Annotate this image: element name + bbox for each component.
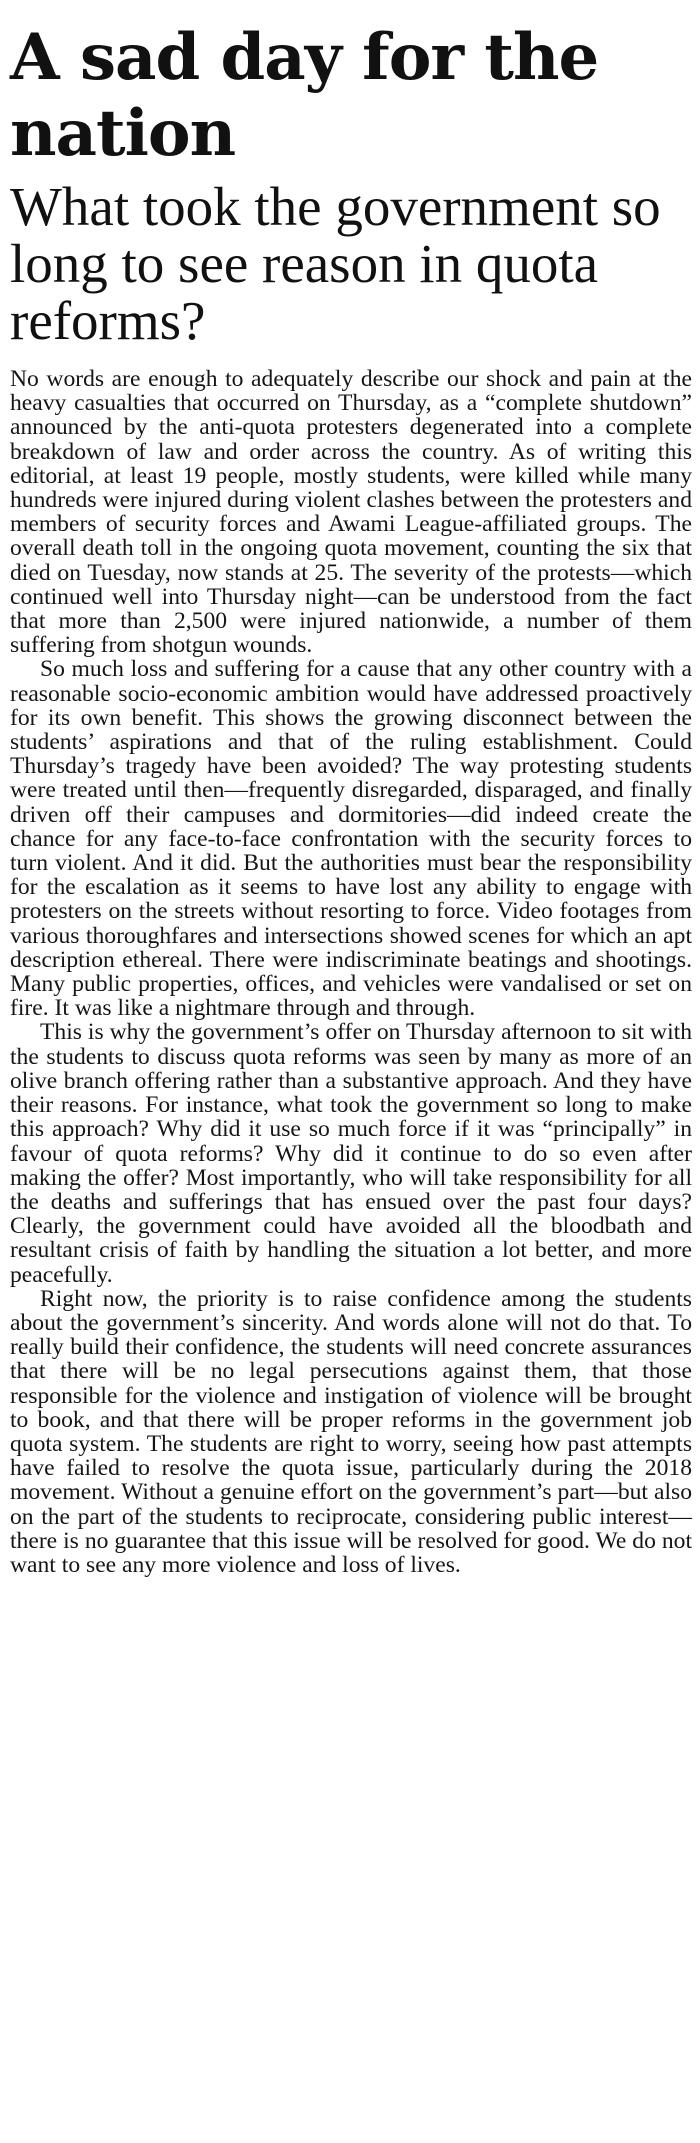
body-paragraph: No words are enough to adequately describe our shock and pain at the heavy casualties that occurred on Thursday, as a “complete shutdown” announced by the anti-quota protesters degenerated into a complete breakdown of law and order across the country. As of writing this editorial, at least 19 people, mostly students, were killed while many hundreds were injured during violent clashes between the protesters and members of security forces and Awami League-affiliated groups. The overall death toll in the ongoing quota movement, counting the six that died on Tuesday, now stands at 25. The severity of the protests—which continued well into Thursday night—can be understood from the fact that more than 2,500 were injured nationwide, a number of them suffering from shotgun wounds. bbox=[10, 366, 692, 659]
body-paragraph: This is why the government’s offer on Thursday afternoon to sit with the students to discuss quota reforms was seen by many as more of an olive branch offering rather than a substantive approach. And they have their reasons. For instance, what took the government so long to make this approach? Why did it use so much force if it was “principally” in favour of quota reforms? Why did it continue to do so even after making the offer? Most importantly, who will take responsibility for all the deaths and sufferings that has ensued over the past four days? Clearly, the government could have avoided all the bloodbath and resultant crisis of faith by handling the situation a lot better, and more peacefully. bbox=[10, 1019, 692, 1288]
body-paragraph: So much loss and suffering for a cause that any other country with a reasonable socio-economic ambition would have addressed proactively for its own benefit. This shows the growing disconnect between the students’ aspirations and that of the ruling establishment. Could Thursday’s tragedy have been avoided? The way protesting students were treated until then—frequently disregarded, disparaged, and finally driven off their campuses and dormitories—did indeed create the chance for any face-to-face confrontation with the security forces to turn violent. And it did. But the authorities must bear the responsibility for the escalation as it seems to have lost any ability to engage with protesters on the streets without resorting to force. Video footages from various thoroughfares and intersections showed scenes for which an apt description ethereal. There were indiscriminate beatings and shootings. Many public properties, offices, and vehicles were vandalised or set on fire. It was like a nightmare through and through. bbox=[10, 656, 692, 1022]
editorial-article bbox=[10, 20, 692, 1577]
headline: A sad day for the nation bbox=[10, 20, 599, 171]
subheadline: What took the government so long to see reason in quota reforms? bbox=[10, 176, 661, 351]
body-paragraph: Right now, the priority is to raise confidence among the students about the government’s sincerity. And words alone will not do that. To really build their confidence, the students will need concrete assurances that there will be no legal persecutions against them, that those responsible for the violence and instigation of violence will be brought to book, and that there will be proper reforms in the government job quota system. The students are right to worry, seeing how past attempts have failed to resolve the quota issue, particularly during the 2018 movement. Without a genuine effort on the government’s part—but also on the part of the students to reciprocate, considering public interest—there is no guarantee that this issue will be resolved for good. We do not want to see any more violence and loss of lives. bbox=[10, 1285, 692, 1578]
article-body bbox=[10, 367, 692, 1577]
